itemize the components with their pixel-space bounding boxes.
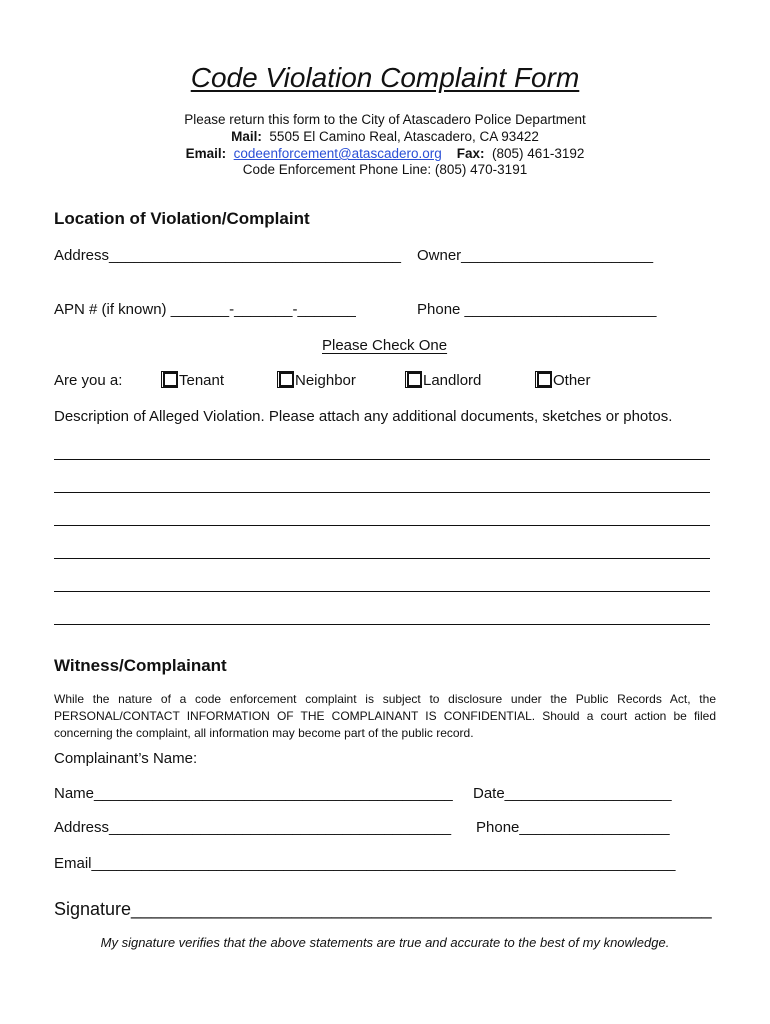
phone-field[interactable]: Phone _______________________: [417, 301, 657, 318]
description-label: Description of Alleged Violation. Please attach any additional documents, sketches or photos.: [54, 408, 673, 425]
option-other[interactable]: [537, 372, 591, 389]
other-label: Other: [553, 372, 591, 389]
return-instructions: Please return this form to the City of Atascadero Police Department: [184, 112, 586, 127]
address-field[interactable]: Address___________________________________: [54, 247, 402, 264]
tenant-label: Tenant: [179, 372, 225, 389]
neighbor-checkbox[interactable]: [279, 372, 294, 387]
phone-line: Code Enforcement Phone Line: (805) 470-3191: [242, 162, 528, 177]
apn-field[interactable]: APN # (if known) _______-_______-_______: [54, 301, 356, 318]
description-line-4[interactable]: [54, 558, 710, 559]
signature-field[interactable]: Signature__________________________________________________________: [54, 899, 712, 919]
email-fax-line: [0, 146, 770, 161]
description-line-3[interactable]: [54, 525, 710, 526]
check-one-heading: Please Check One: [322, 337, 448, 354]
description-line-6[interactable]: [54, 624, 710, 625]
option-landlord[interactable]: [407, 372, 481, 389]
are-you-label: Are you a:: [54, 372, 123, 389]
form-title: Code Violation Complaint Form: [190, 62, 580, 93]
landlord-checkbox[interactable]: [407, 372, 422, 387]
signature-statement: My signature verifies that the above statements are true and accurate to the best of my knowledge.: [100, 935, 670, 950]
complainant-name-label: Complainant’s Name:: [54, 750, 198, 767]
complainant-phone-field[interactable]: Phone__________________: [476, 819, 670, 836]
owner-field[interactable]: Owner_______________________: [417, 247, 654, 264]
option-neighbor[interactable]: [279, 372, 356, 389]
email-link[interactable]: codeenforcement@atascadero.org: [233, 146, 442, 161]
fax-number: (805) 461-3192: [492, 146, 585, 161]
email-label: Email:: [185, 146, 227, 161]
location-heading: Location of Violation/Complaint: [54, 209, 310, 228]
other-checkbox[interactable]: [537, 372, 552, 387]
option-tenant[interactable]: [163, 372, 224, 389]
mail-address: 5505 El Camino Real, Atascadero, CA 93422: [269, 129, 539, 144]
fax-label: Fax:: [456, 146, 485, 161]
email-field[interactable]: Email______________________________________________________________________: [54, 855, 676, 872]
date-field[interactable]: Date____________________: [473, 785, 672, 802]
tenant-checkbox[interactable]: [163, 372, 178, 387]
complainant-address-field[interactable]: Address_________________________________________: [54, 819, 452, 836]
name-field[interactable]: Name___________________________________________: [54, 785, 453, 802]
witness-heading: Witness/Complainant: [54, 656, 227, 675]
confidentiality-disclaimer: While the nature of a code enforcement complaint is subject to disclosure under the Public Records Act, the PERSONAL/CONTACT INFORMATION OF THE COMPLAINANT IS CONFIDENTIAL. Should a court action be filed concerning the complaint, all information may become part of the public record.: [54, 692, 716, 740]
description-line-5[interactable]: [54, 591, 710, 592]
mail-address-line: [0, 129, 770, 144]
description-line-1[interactable]: [54, 459, 710, 460]
description-line-2[interactable]: [54, 492, 710, 493]
mail-label: Mail:: [231, 129, 262, 144]
neighbor-label: Neighbor: [295, 372, 356, 389]
landlord-label: Landlord: [423, 372, 482, 389]
